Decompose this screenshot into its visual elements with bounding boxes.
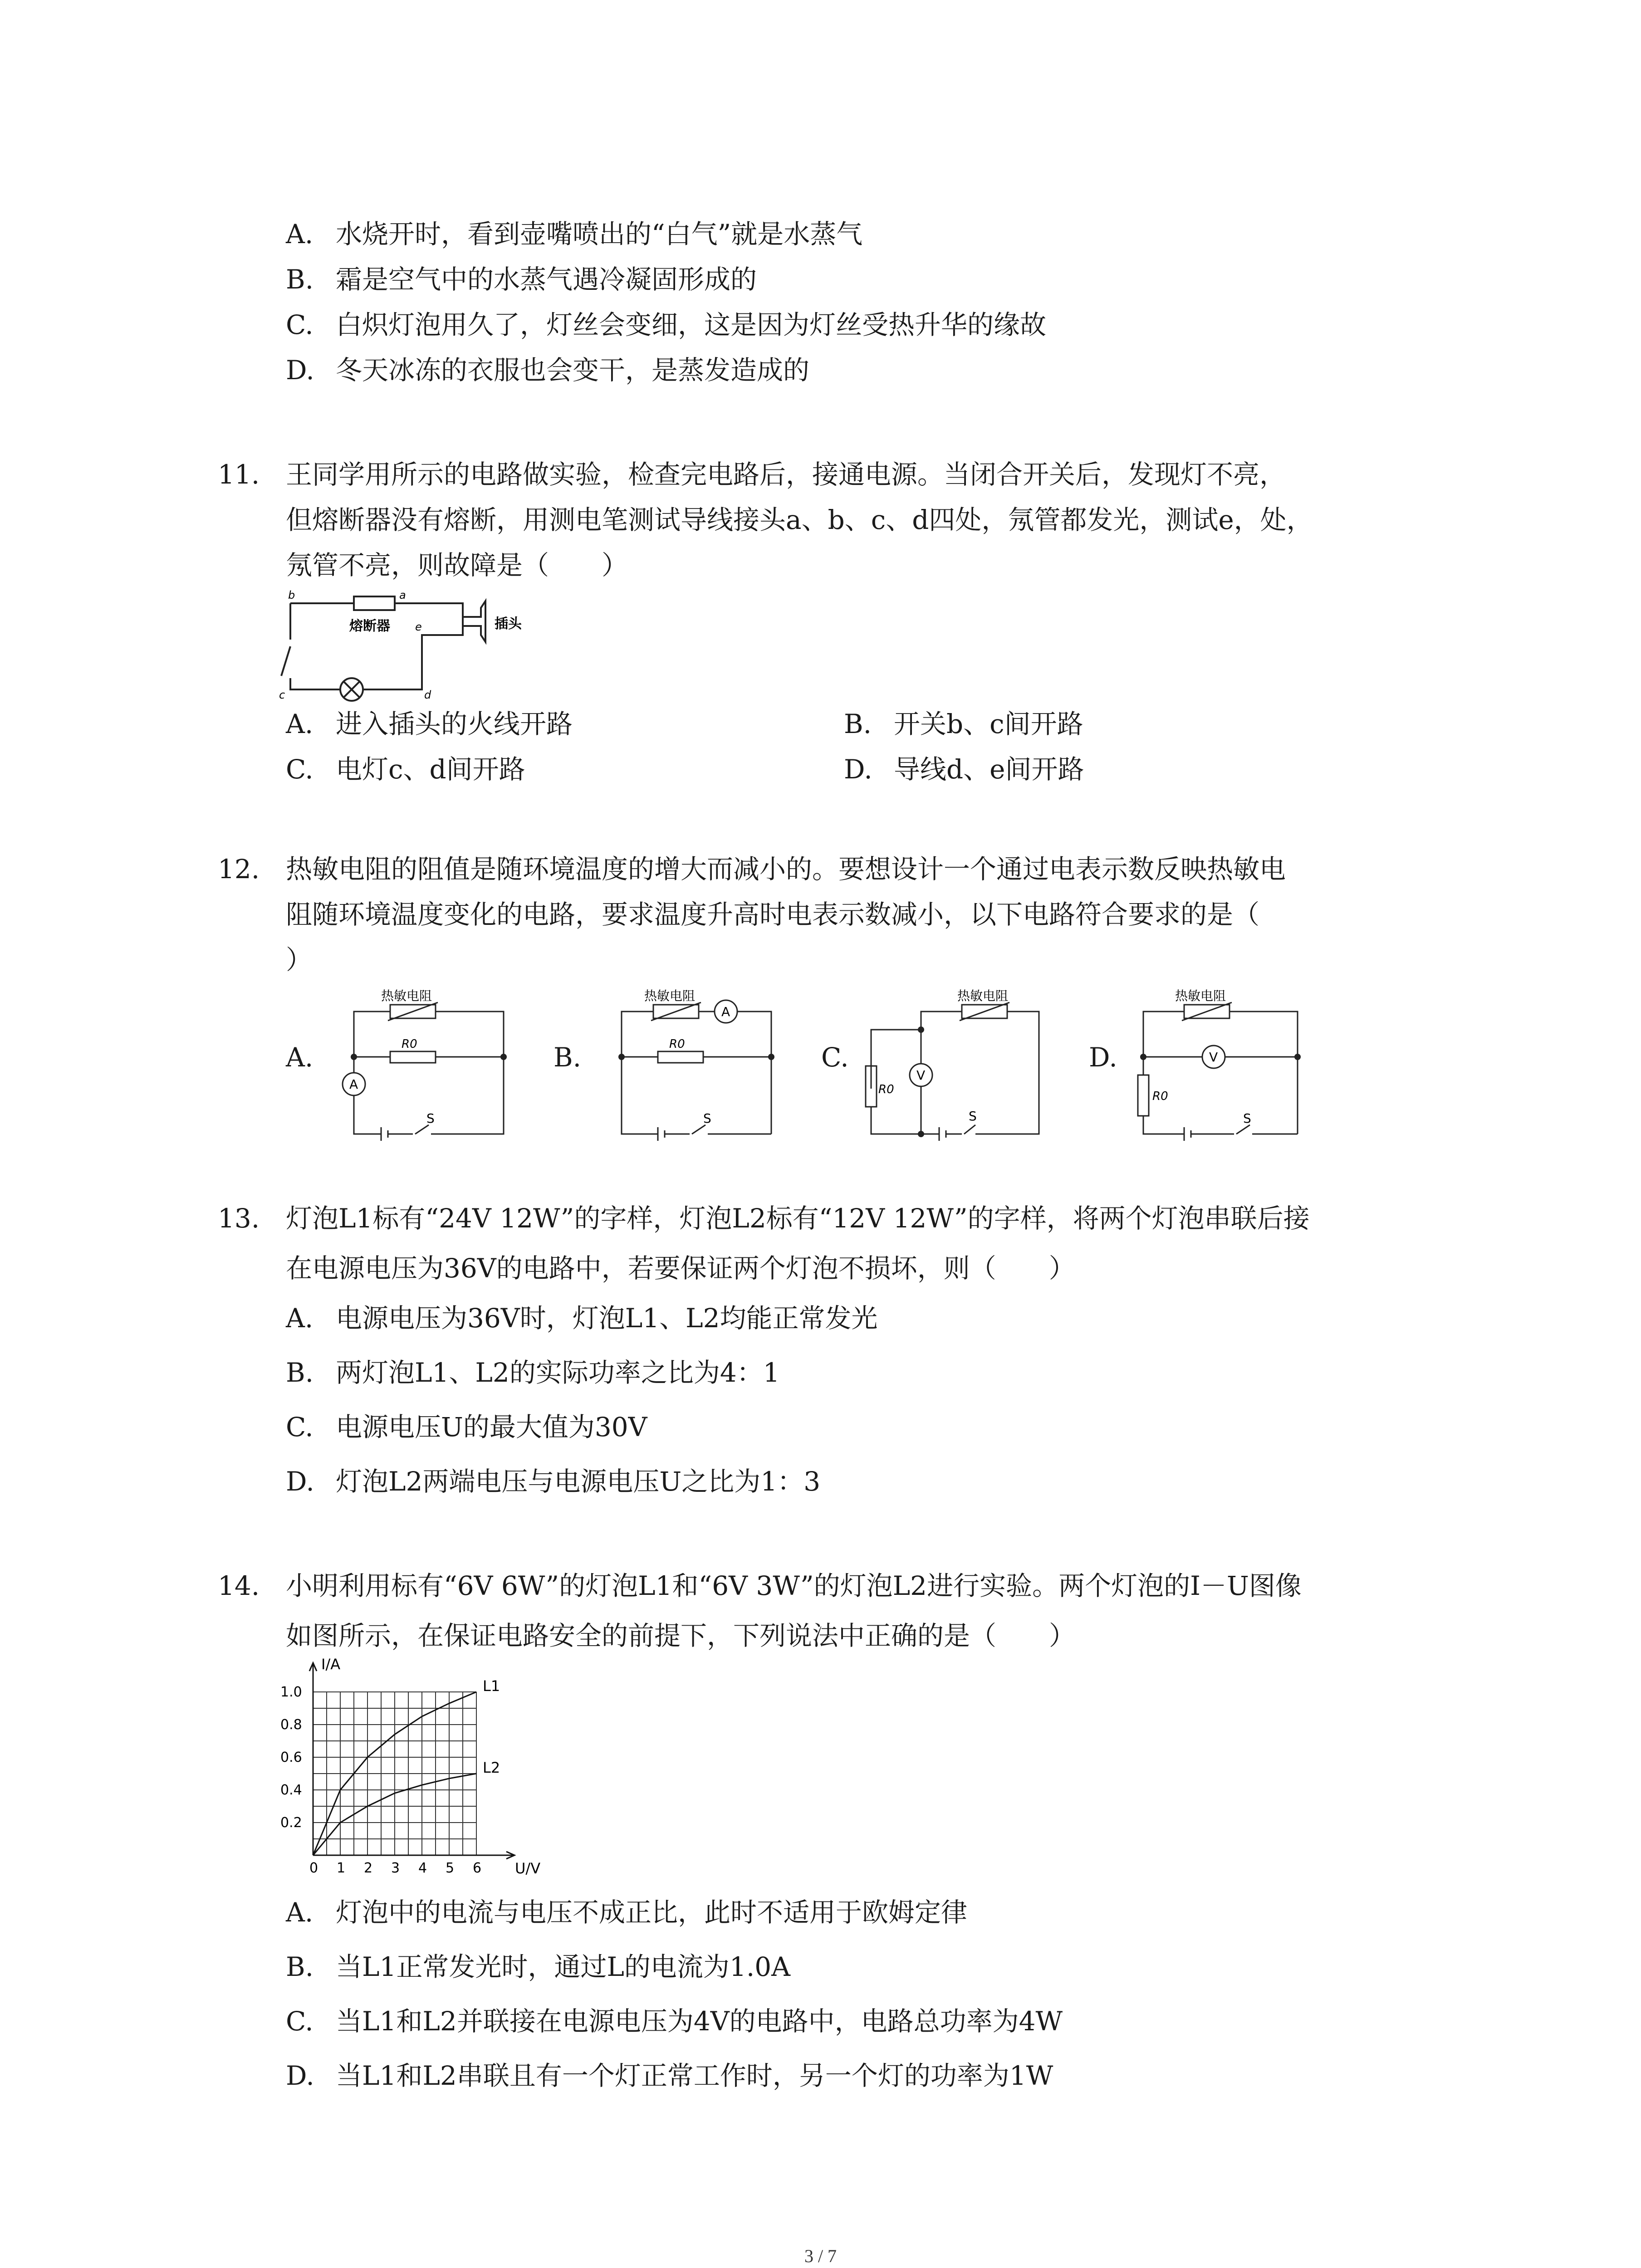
q12-line-2: 阻随环境温度变化的电路，要求温度升高时电表示数减小，以下电路符合要求的是（ bbox=[286, 899, 1260, 930]
option-letter: A. bbox=[286, 1897, 314, 1928]
switch-label: S bbox=[703, 1111, 711, 1126]
option-text: 电源电压为36V时，灯泡L1、L2均能正常发光 bbox=[336, 1303, 878, 1334]
q14-line-2: 如图所示，在保证电路安全的前提下，下列说法中正确的是（ ） bbox=[286, 1620, 1076, 1651]
option-text: 电源电压U的最大值为30V bbox=[336, 1412, 647, 1442]
r0-label: R0 bbox=[402, 1037, 417, 1051]
ammeter-label: A bbox=[349, 1077, 358, 1092]
option-text: 水烧开时，看到壶嘴喷出的“白气”就是水蒸气 bbox=[336, 219, 863, 249]
option-text: 开关b、c间开路 bbox=[894, 709, 1083, 739]
q11-circuit-figure bbox=[272, 585, 590, 703]
y-tick-label: 0.8 bbox=[280, 1717, 302, 1733]
option-letter: B. bbox=[286, 1951, 314, 1982]
question-text: 灯泡L1标有“24V 12W”的字样，灯泡L2标有“12V 12W”的字样，将两个灯泡串联后接 bbox=[286, 1203, 1310, 1234]
q14-option-c bbox=[286, 2005, 1063, 2038]
voltmeter-label: V bbox=[916, 1068, 926, 1083]
option-letter: B. bbox=[844, 709, 872, 739]
x-tick-label: 1 bbox=[337, 1860, 346, 1876]
q12-option-a-letter: A. bbox=[286, 1042, 314, 1073]
page-number: 3 / 7 bbox=[804, 2246, 837, 2266]
x-tick-label: 4 bbox=[418, 1860, 427, 1876]
option-text: 冬天冰冻的衣服也会变干，是蒸发造成的 bbox=[336, 355, 810, 386]
x-axis-label: U/V bbox=[515, 1860, 541, 1877]
option-letter: A. bbox=[286, 1303, 314, 1334]
q12-line-3: ） bbox=[286, 944, 313, 975]
question-text: 热敏电阻的阻值是随环境温度的增大而减小的。要想设计一个通过电表示数反映热敏电 bbox=[286, 854, 1286, 885]
question-number: 13. bbox=[218, 1203, 260, 1234]
chart-grid bbox=[313, 1692, 476, 1855]
option-text: 当L1正常发光时，通过L的电流为1.0A bbox=[336, 1951, 791, 1982]
option-text: 进入插头的火线开路 bbox=[336, 709, 573, 739]
q10-option-c bbox=[286, 308, 1046, 341]
option-text: 当L1和L2并联接在电源电压为4V的电路中，电路总功率为4W bbox=[336, 2006, 1063, 2037]
option-text: 灯泡中的电流与电压不成正比，此时不适用于欧姆定律 bbox=[336, 1897, 968, 1928]
q11-line-2: 但熔断器没有熔断，用测电笔测试导线接头a、b、c、d四处，氖管都发光，测试e，处， bbox=[286, 504, 1313, 535]
question-number: 11. bbox=[218, 459, 260, 490]
q13-option-b bbox=[286, 1356, 780, 1389]
switch-label: S bbox=[969, 1109, 977, 1124]
thermistor-label: 热敏电阻 bbox=[644, 988, 696, 1003]
q10-option-d bbox=[286, 354, 809, 386]
option-letter: D. bbox=[286, 1466, 314, 1497]
option-letter: D. bbox=[844, 754, 872, 785]
thermistor-label: 热敏电阻 bbox=[957, 988, 1009, 1003]
option-letter: C. bbox=[286, 309, 314, 340]
q12-circuit-c bbox=[862, 984, 1053, 1143]
question-number: 12. bbox=[218, 854, 260, 885]
q13-line-2: 在电源电压为36V的电路中，若要保证两个灯泡不损坏，则（ ） bbox=[286, 1253, 1075, 1284]
label-e: e bbox=[415, 621, 422, 633]
option-text: 白炽灯泡用久了，灯丝会变细，这是因为灯丝受热升华的缘故 bbox=[336, 309, 1047, 340]
q12-option-c-letter: C. bbox=[821, 1042, 849, 1073]
option-letter: C. bbox=[286, 754, 314, 785]
q11-option-a bbox=[286, 708, 573, 740]
q13-option-a bbox=[286, 1302, 878, 1334]
voltmeter-label: V bbox=[1209, 1050, 1218, 1065]
label-fuse: 熔断器 bbox=[349, 618, 390, 634]
y-tick-label: 0.6 bbox=[280, 1750, 302, 1765]
switch-label: S bbox=[1243, 1111, 1251, 1126]
r0-label: R0 bbox=[878, 1083, 894, 1096]
q11-option-d bbox=[844, 753, 1084, 786]
x-tick-label: 5 bbox=[446, 1860, 455, 1876]
q14-option-d bbox=[286, 2059, 1053, 2092]
q14-option-a bbox=[286, 1896, 967, 1929]
option-letter: D. bbox=[286, 2060, 314, 2091]
y-axis-label: I/A bbox=[321, 1656, 341, 1673]
label-plug: 插头 bbox=[495, 616, 522, 632]
q11-line-3: 氖管不亮，则故障是（ ） bbox=[286, 550, 628, 581]
q13-option-c bbox=[286, 1411, 647, 1443]
option-text: 霜是空气中的水蒸气遇冷凝固形成的 bbox=[336, 264, 757, 295]
option-text: 当L1和L2串联且有一个灯正常工作时，另一个灯的功率为1W bbox=[336, 2060, 1053, 2091]
question-text: 王同学用所示的电路做实验，检查完电路后，接通电源。当闭合开关后，发现灯不亮， bbox=[286, 459, 1286, 490]
q13-line-1 bbox=[218, 1202, 1310, 1235]
option-letter: C. bbox=[286, 2006, 314, 2037]
option-text: 电灯c、d间开路 bbox=[336, 754, 525, 785]
q14-line-1 bbox=[218, 1569, 1302, 1602]
q12-circuit-a bbox=[336, 984, 517, 1143]
x-tick-label: 6 bbox=[473, 1860, 482, 1876]
iu-graph bbox=[272, 1656, 554, 1892]
q11-option-b bbox=[844, 708, 1083, 740]
q10-option-a bbox=[286, 218, 862, 250]
q12-circuit-d bbox=[1130, 984, 1311, 1143]
q12-option-b-letter: B. bbox=[554, 1042, 582, 1073]
option-letter: D. bbox=[286, 355, 314, 386]
option-letter: A. bbox=[286, 219, 314, 249]
series-label-l1: L1 bbox=[483, 1677, 500, 1695]
chart-labels bbox=[280, 1656, 540, 1877]
x-tick-label: 2 bbox=[364, 1860, 373, 1876]
option-text: 两灯泡L1、L2的实际功率之比为4：1 bbox=[336, 1357, 780, 1388]
label-a: a bbox=[399, 589, 406, 601]
label-b: b bbox=[288, 589, 295, 601]
question-number: 14. bbox=[218, 1570, 260, 1601]
q12-circuit-b bbox=[603, 984, 785, 1143]
x-tick-label: 0 bbox=[309, 1860, 318, 1876]
q13-option-d bbox=[286, 1465, 820, 1498]
q10-option-b bbox=[286, 263, 757, 296]
ammeter-label: A bbox=[721, 1004, 730, 1019]
series-label-l2: L2 bbox=[483, 1759, 500, 1776]
thermistor-label: 热敏电阻 bbox=[381, 988, 432, 1003]
option-letter: A. bbox=[286, 709, 314, 739]
q12-option-d-letter: D. bbox=[1089, 1042, 1117, 1073]
label-d: d bbox=[424, 689, 431, 701]
switch-label: S bbox=[426, 1111, 435, 1126]
r0-label: R0 bbox=[669, 1037, 685, 1051]
y-tick-label: 1.0 bbox=[280, 1684, 302, 1700]
label-c: c bbox=[279, 689, 285, 701]
q12-line-1 bbox=[218, 853, 1286, 885]
option-letter: C. bbox=[286, 1412, 314, 1442]
q11-line-1 bbox=[218, 458, 1286, 491]
option-letter: B. bbox=[286, 1357, 314, 1388]
thermistor-label: 热敏电阻 bbox=[1175, 988, 1226, 1003]
x-tick-label: 3 bbox=[391, 1860, 400, 1876]
q14-option-b bbox=[286, 1950, 790, 1983]
option-text: 灯泡L2两端电压与电源电压U之比为1：3 bbox=[336, 1466, 821, 1497]
r0-label: R0 bbox=[1152, 1090, 1168, 1103]
y-tick-label: 0.4 bbox=[280, 1782, 302, 1798]
option-letter: B. bbox=[286, 264, 314, 295]
question-text: 小明利用标有“6V 6W”的灯泡L1和“6V 3W”的灯泡L2进行实验。两个灯泡的I－U图像 bbox=[286, 1570, 1302, 1601]
q11-option-c bbox=[286, 753, 525, 786]
option-text: 导线d、e间开路 bbox=[894, 754, 1084, 785]
y-tick-label: 0.2 bbox=[280, 1815, 302, 1831]
